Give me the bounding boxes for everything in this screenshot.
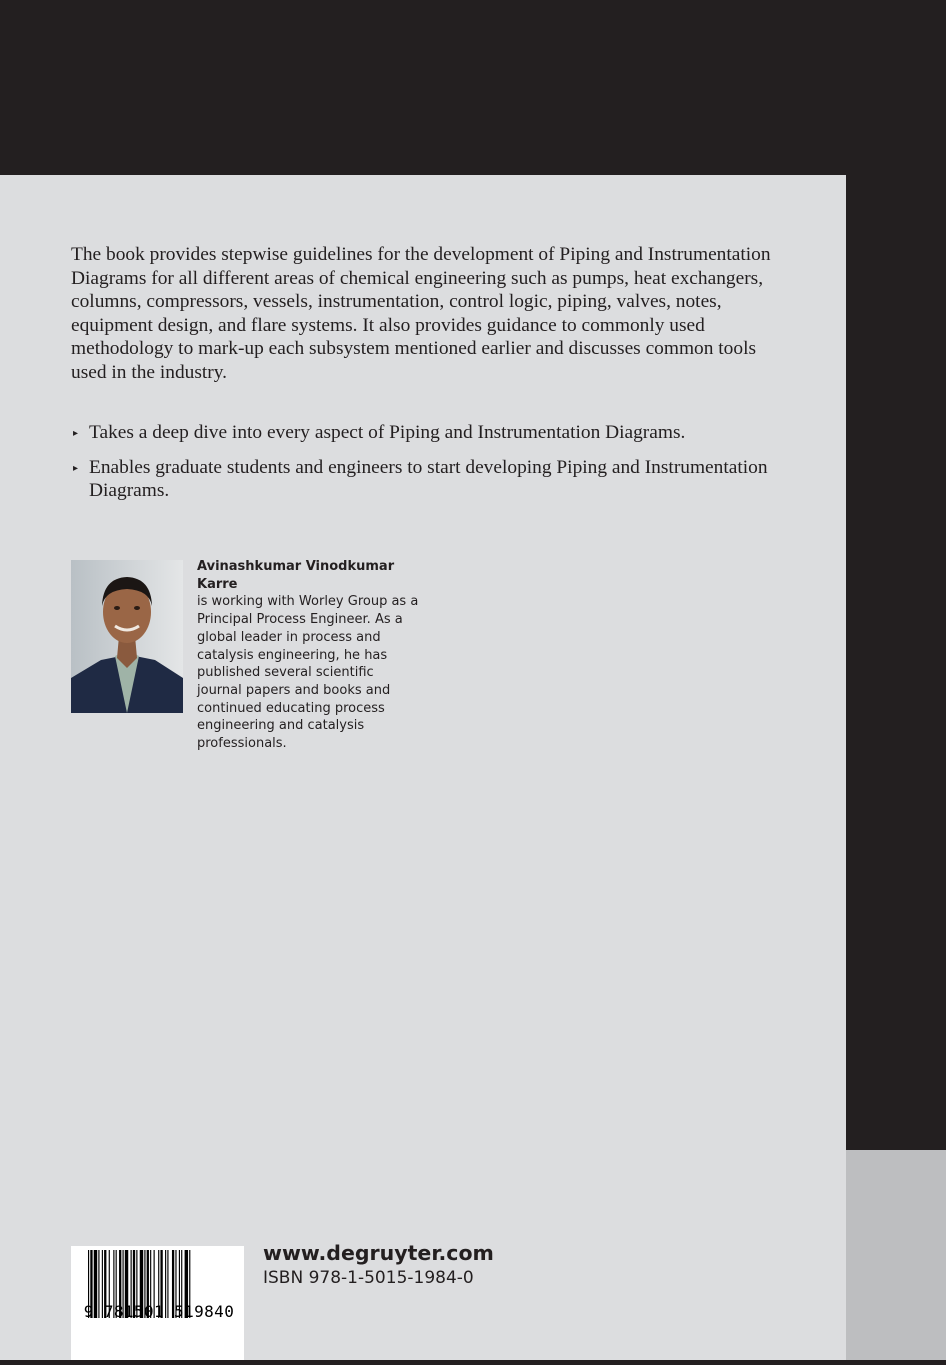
triangle-bullet-icon: ▸: [73, 462, 79, 474]
book-description: The book provides stepwise guidelines for the development of Piping and Instrumentation Diagrams for all different areas of chemical engineering such as pumps, heat exchangers, columns, compressors, vessels, instrumentation, control logic, piping, valves, notes, equipment design, and flare systems. It also provides guidance to commonly used methodology to mark-up each subsystem mentioned earlier and discusses common tools used in the industry.: [71, 244, 771, 383]
author-photo: [71, 560, 183, 713]
feature-item: [71, 421, 771, 445]
author-name: Avinashkumar Vinodkumar Karre: [197, 559, 395, 592]
feature-list: [71, 421, 771, 514]
isbn-number: ISBN 978-1-5015-1984-0: [263, 1268, 474, 1288]
barcode-digits: 9 781501 519840: [83, 1302, 235, 1321]
feature-item: [71, 456, 771, 503]
back-cover: [0, 175, 846, 1360]
author-bio: [197, 558, 422, 753]
feature-text: Takes a deep dive into every aspect of Piping and Instrumentation Diagrams.: [89, 422, 686, 443]
publisher-website: www.degruyter.com: [263, 1241, 494, 1265]
triangle-bullet-icon: ▸: [73, 428, 79, 439]
author-description: is working with Worley Group as a Principal Process Engineer. As a global leader in process and catalysis engineering, he has published several scientific journal papers and books and continued educating process engineering and catalysis professionals.: [197, 594, 419, 752]
isbn-barcode: [71, 1246, 244, 1360]
feature-text: Enables graduate students and engineers to start developing Piping and Instrumentation Diagrams.: [89, 456, 768, 502]
background-strip: [846, 1150, 946, 1360]
